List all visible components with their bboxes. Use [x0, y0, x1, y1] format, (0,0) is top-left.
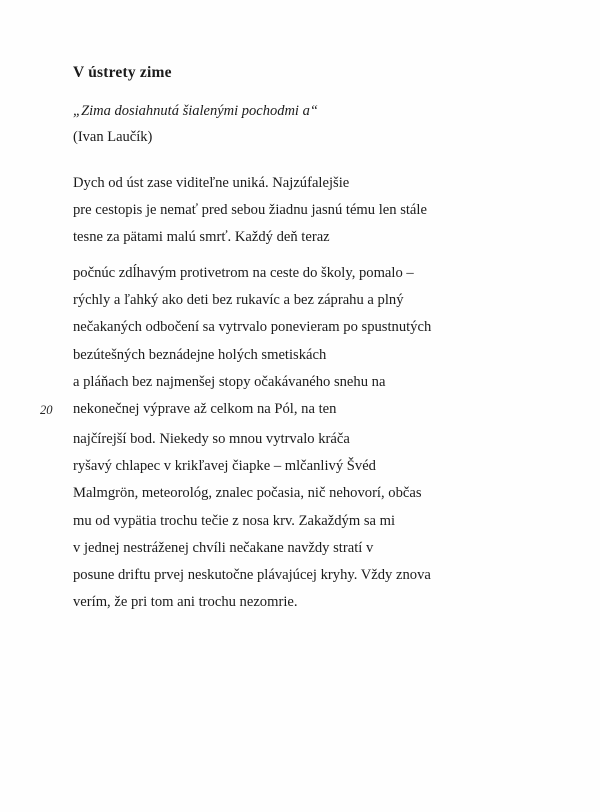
poem-line: tesne za pätami malú smrť. Každý deň teraz — [73, 229, 330, 246]
poem-line: ryšavý chlapec v krikľavej čiapke – mlčanlivý Švéd — [73, 458, 376, 475]
epigraph-block — [73, 98, 493, 150]
poem-line: verím, že pri tom ani trochu nezomrie. — [73, 594, 298, 611]
poem-line: bezútešných beznádejne holých smetiskách — [73, 346, 327, 363]
page-number: 20 — [40, 403, 53, 417]
page-title: V ústrety zime — [73, 64, 172, 82]
stanza-3 — [73, 426, 503, 616]
stanza-2 — [73, 260, 503, 423]
epigraph-quote: „Zima dosiahnutá šialenými pochodmi a“ — [73, 103, 318, 119]
poem-line: a pláňach bez najmenšej stopy očakávaného snehu na — [73, 373, 386, 390]
epigraph-author: (Ivan Laučík) — [73, 129, 153, 145]
poem-line: posune driftu prvej neskutočne plávajúcej kryhy. Vždy znova — [73, 567, 431, 584]
poem-line: Dych od úst zase viditeľne uniká. Najzúfalejšie — [73, 175, 350, 191]
poem-line: Malmgrön, meteorológ, znalec počasia, nič nehovorí, občas — [73, 485, 422, 502]
poem-line: mu od vypätia trochu tečie z nosa krv. Zakaždým sa mi — [73, 512, 396, 529]
poem-line: rýchly a ľahký ako deti bez rukavíc a bez záprahu a plný — [73, 292, 404, 309]
poem-line: pre cestopis je nemať pred sebou žiadnu jasnú tému len stále — [73, 202, 427, 219]
poem-line: nekonečnej výprave až celkom na Pól, na ten — [73, 401, 337, 418]
poem-line: v jednej nestráženej chvíli nečakane navždy stratí v — [73, 539, 374, 556]
poem-line: najčírejší bod. Niekedy so mnou vytrvalo kráča — [73, 431, 350, 447]
stanza-1 — [73, 170, 503, 252]
poem-line: nečakaných odbočení sa vytrvalo ponevieram po spustnutých — [73, 319, 432, 336]
poem-line: počnúc zdĺhavým protivetrom na ceste do školy, pomalo – — [73, 265, 414, 281]
